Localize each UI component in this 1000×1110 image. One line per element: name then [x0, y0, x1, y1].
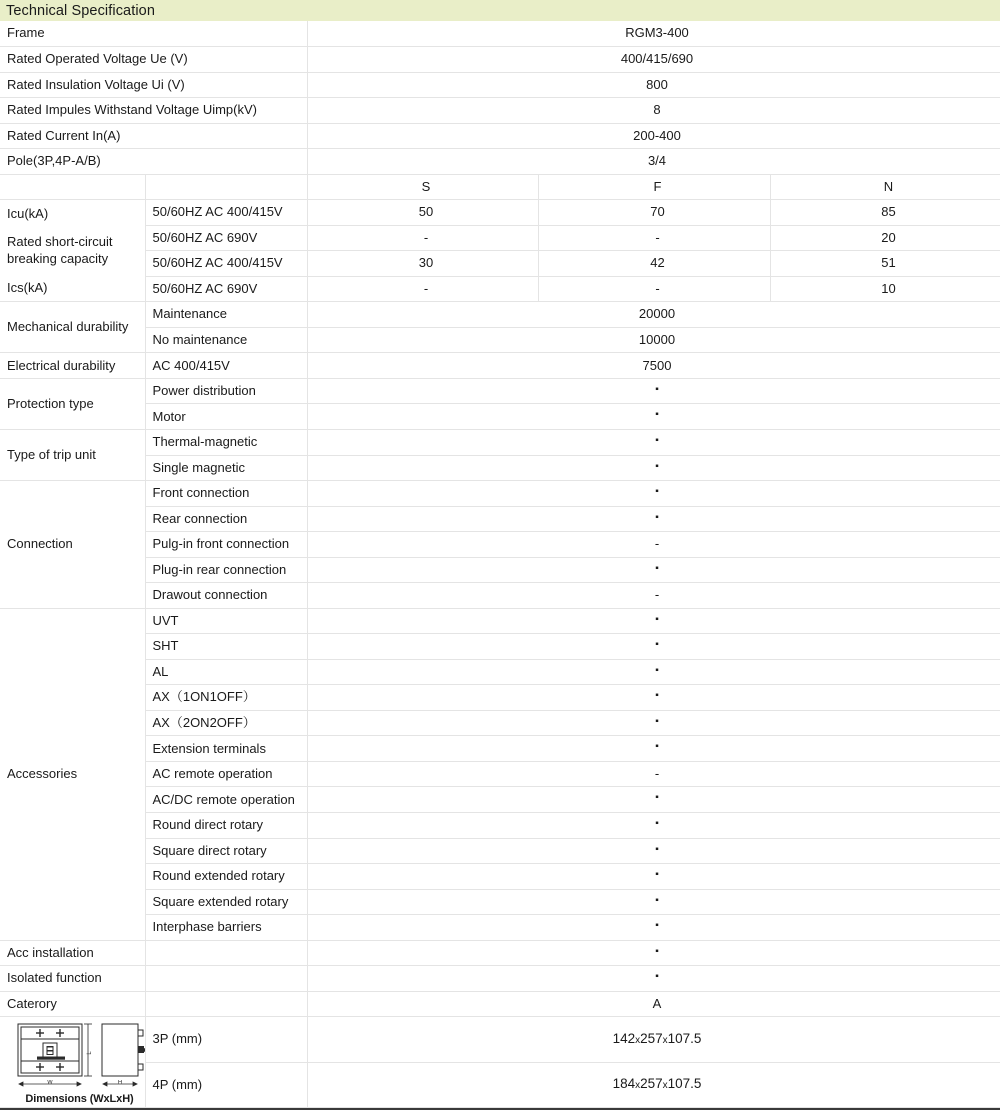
table-row	[0, 736, 1000, 762]
sub-label: Front connection	[145, 481, 307, 507]
row-value: 800	[307, 72, 1000, 98]
sub-label: Square direct rotary	[145, 838, 307, 864]
table-row	[0, 608, 1000, 634]
dimensions-diagram-cell	[0, 1017, 145, 1108]
value-f: 70	[538, 200, 770, 226]
row-value: 20000	[307, 302, 1000, 328]
dimension-arrows-icon	[12, 1080, 146, 1092]
sub-label: Thermal-magnetic	[145, 430, 307, 456]
connection-label: Connection	[0, 481, 145, 609]
value-s: -	[307, 276, 538, 302]
table-row	[0, 940, 1000, 966]
condition-label: 50/60HZ AC 400/415V	[145, 251, 307, 277]
sub-label: Round direct rotary	[145, 812, 307, 838]
row-label: Rated Insulation Voltage Ui (V)	[0, 72, 307, 98]
support-marker: ▪	[307, 811, 1000, 837]
dimensions-caption: Dimensions (WxLxH)	[25, 1093, 134, 1106]
breaking-capacity-header-row	[0, 174, 1000, 200]
table-row	[0, 276, 1000, 302]
sub-label: AC/DC remote operation	[145, 787, 307, 813]
row-value: 3/4	[307, 149, 1000, 175]
sub-label: 4P (mm)	[145, 1062, 307, 1107]
sub-label: AC 400/415V	[145, 353, 307, 379]
sub-label: Single magnetic	[145, 455, 307, 481]
support-marker: ▪	[307, 914, 1000, 940]
value-n: 10	[770, 276, 1000, 302]
support-marker: ▪	[307, 786, 1000, 812]
table-row	[0, 430, 1000, 456]
table-row	[0, 889, 1000, 915]
specification-table-body	[0, 21, 1000, 1107]
support-marker: ▪	[307, 633, 1000, 659]
support-marker: ▪	[307, 607, 1000, 633]
breaking-capacity-label-line1: Rated short-circuit	[7, 233, 113, 249]
support-marker: ▪	[307, 505, 1000, 531]
row-value: 7500	[307, 353, 1000, 379]
value-n: 20	[770, 225, 1000, 251]
empty-cell	[145, 940, 307, 966]
support-marker: ▪	[307, 684, 1000, 710]
empty-cell	[145, 174, 307, 200]
table-row	[0, 812, 1000, 838]
table-row	[0, 404, 1000, 430]
value-s: 50	[307, 200, 538, 226]
value-f: -	[538, 276, 770, 302]
breaking-capacity-label-line2: breaking capacity	[7, 250, 109, 266]
support-marker: ▪	[307, 709, 1000, 735]
sub-label: Pulg-in front connection	[145, 532, 307, 558]
support-marker: -	[307, 532, 1000, 558]
empty-cell	[145, 991, 307, 1017]
table-row	[0, 761, 1000, 787]
support-marker: -	[307, 761, 1000, 787]
row-label: Rated Impules Withstand Voltage Uimp(kV)	[0, 98, 307, 124]
support-marker: ▪	[307, 454, 1000, 480]
table-row	[0, 838, 1000, 864]
value-s: -	[307, 225, 538, 251]
dimensions-diagram	[7, 1017, 145, 1107]
table-row	[0, 455, 1000, 481]
table-row	[0, 991, 1000, 1017]
sub-label: AX（2ON2OFF）	[145, 710, 307, 736]
table-row	[0, 659, 1000, 685]
table-row	[0, 634, 1000, 660]
column-header-s: S	[307, 174, 538, 200]
table-row	[0, 327, 1000, 353]
table-row	[0, 787, 1000, 813]
column-header-f: F	[538, 174, 770, 200]
table-row	[0, 302, 1000, 328]
table-row	[0, 98, 1000, 124]
sub-label: UVT	[145, 608, 307, 634]
row-value: 8	[307, 98, 1000, 124]
table-row	[0, 710, 1000, 736]
page-title: Technical Specification	[6, 2, 155, 19]
table-row	[0, 557, 1000, 583]
condition-label: 50/60HZ AC 690V	[145, 225, 307, 251]
support-marker: ▪	[307, 735, 1000, 761]
sub-label: Round extended rotary	[145, 864, 307, 890]
table-row	[0, 378, 1000, 404]
support-marker: ▪	[307, 556, 1000, 582]
sub-label: Plug-in rear connection	[145, 557, 307, 583]
table-row	[0, 225, 1000, 251]
column-header-n: N	[770, 174, 1000, 200]
support-marker: ▪	[307, 863, 1000, 889]
sub-label: Drawout connection	[145, 583, 307, 609]
sub-label: Maintenance	[145, 302, 307, 328]
dimension-value-text: 142x257x107.5	[612, 1030, 702, 1046]
table-row	[0, 966, 1000, 992]
table-row	[0, 685, 1000, 711]
sub-label: No maintenance	[145, 327, 307, 353]
value-f: -	[538, 225, 770, 251]
support-marker: ▪	[307, 939, 1000, 965]
table-row	[0, 123, 1000, 149]
sub-label: Extension terminals	[145, 736, 307, 762]
empty-cell	[0, 174, 145, 200]
table-row	[0, 481, 1000, 507]
protection-type-label: Protection type	[0, 378, 145, 429]
dimensions-row	[0, 1062, 1000, 1107]
support-marker: ▪	[307, 837, 1000, 863]
support-marker: ▪	[307, 888, 1000, 914]
support-marker: ▪	[307, 658, 1000, 684]
row-label: Acc installation	[0, 940, 145, 966]
icu-label: Icu(kA)	[7, 205, 49, 221]
page-title-band	[0, 0, 1000, 21]
sub-label: Motor	[145, 404, 307, 430]
table-row	[0, 21, 1000, 47]
row-label: Frame	[0, 21, 307, 47]
dimension-value-text: 184x257x107.5	[612, 1076, 702, 1092]
breaker-outline-icon	[12, 1020, 146, 1080]
value-n: 85	[770, 200, 1000, 226]
trip-unit-label: Type of trip unit	[0, 430, 145, 481]
table-row	[0, 149, 1000, 175]
table-row	[0, 47, 1000, 73]
condition-label: 50/60HZ AC 690V	[145, 276, 307, 302]
value-f: 42	[538, 251, 770, 277]
mechanical-durability-label: Mechanical durability	[0, 302, 145, 353]
support-marker: -	[307, 583, 1000, 609]
electrical-durability-label: Electrical durability	[0, 353, 145, 379]
row-label: Pole(3P,4P-A/B)	[0, 149, 307, 175]
row-value: 10000	[307, 327, 1000, 353]
support-marker: ▪	[307, 965, 1000, 991]
table-row	[0, 353, 1000, 379]
support-marker: ▪	[307, 377, 1000, 403]
sub-label: Interphase barriers	[145, 915, 307, 941]
condition-label: 50/60HZ AC 400/415V	[145, 200, 307, 226]
row-value: 400/415/690	[307, 47, 1000, 73]
table-row	[0, 915, 1000, 941]
row-label: Caterory	[0, 991, 145, 1017]
row-value: 200-400	[307, 123, 1000, 149]
sub-label: Rear connection	[145, 506, 307, 532]
specification-table	[0, 21, 1000, 1108]
value-s: 30	[307, 251, 538, 277]
dimension-label-height: H	[117, 1080, 122, 1086]
table-row	[0, 583, 1000, 609]
dimension-label-length: L	[86, 1051, 93, 1055]
support-marker: ▪	[307, 480, 1000, 506]
value-n: 51	[770, 251, 1000, 277]
dimensions-row	[0, 1017, 1000, 1062]
dimension-label-width: W	[46, 1080, 53, 1086]
row-value: RGM3-400	[307, 21, 1000, 47]
table-row	[0, 506, 1000, 532]
table-row	[0, 251, 1000, 277]
row-label: Rated Current In(A)	[0, 123, 307, 149]
dimension-value-4p	[307, 1062, 1000, 1107]
accessories-label: Accessories	[0, 608, 145, 940]
table-row	[0, 200, 1000, 226]
sub-label: 3P (mm)	[145, 1017, 307, 1062]
row-label: Rated Operated Voltage Ue (V)	[0, 47, 307, 73]
empty-cell	[145, 966, 307, 992]
table-row	[0, 72, 1000, 98]
table-row	[0, 532, 1000, 558]
breaking-capacity-group-label	[0, 200, 145, 302]
support-marker: ▪	[307, 429, 1000, 455]
dimension-value-3p	[307, 1017, 1000, 1062]
sub-label: AX（1ON1OFF）	[145, 685, 307, 711]
sub-label: Square extended rotary	[145, 889, 307, 915]
row-value: A	[307, 991, 1000, 1017]
sub-label: AC remote operation	[145, 761, 307, 787]
table-row	[0, 864, 1000, 890]
sub-label: Power distribution	[145, 378, 307, 404]
sub-label: SHT	[145, 634, 307, 660]
ics-label: Ics(kA)	[7, 279, 48, 295]
row-label: Isolated function	[0, 966, 145, 992]
support-marker: ▪	[307, 403, 1000, 429]
sub-label: AL	[145, 659, 307, 685]
